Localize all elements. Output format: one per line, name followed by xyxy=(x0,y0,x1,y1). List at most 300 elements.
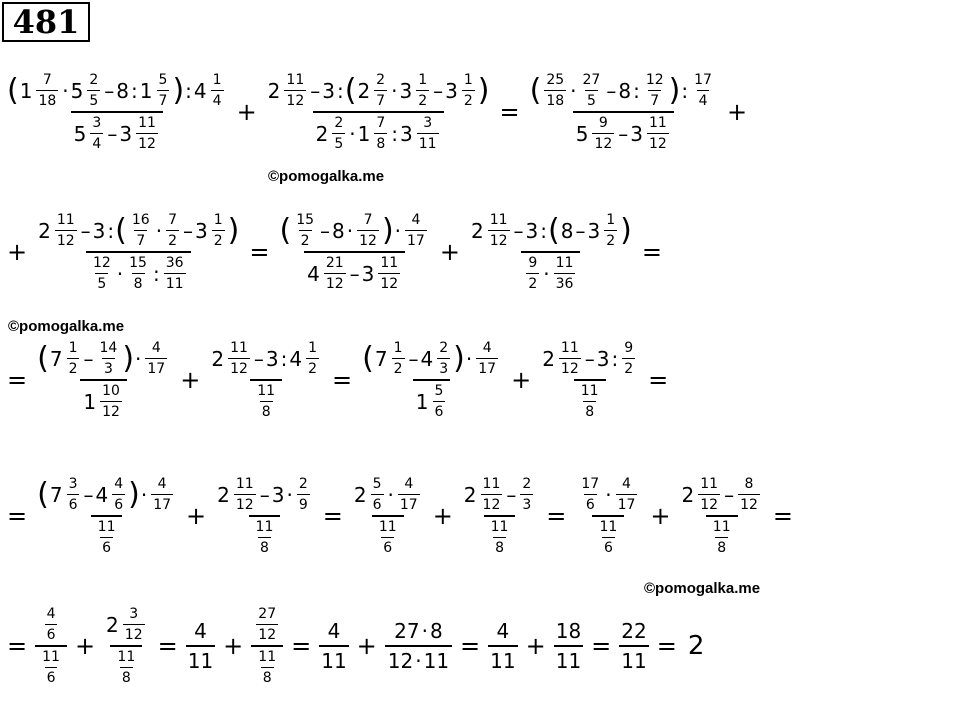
denominator: 8 xyxy=(260,401,273,420)
operator: · xyxy=(543,261,550,286)
fraction xyxy=(462,72,475,109)
number: 2 xyxy=(38,218,51,243)
numerator: 4 xyxy=(194,619,207,643)
numerator: 27 xyxy=(582,72,601,88)
fraction xyxy=(100,383,122,420)
fraction xyxy=(127,255,149,292)
operator: – xyxy=(506,482,517,507)
paren: ) xyxy=(172,72,185,108)
operator: – xyxy=(259,482,270,507)
fraction xyxy=(738,476,760,513)
numerator: 4 xyxy=(622,476,631,492)
denominator xyxy=(86,251,191,292)
number: 8 xyxy=(560,218,574,243)
numerator: 4 xyxy=(496,619,510,643)
numerator: 4 xyxy=(482,340,492,356)
numerator: 11 xyxy=(580,383,599,399)
operator: + xyxy=(7,238,28,266)
number: 5 xyxy=(575,121,589,146)
numerator xyxy=(468,212,634,251)
numerator: 36 xyxy=(165,255,184,271)
denominator: 11 xyxy=(417,133,439,152)
paren: ) xyxy=(477,72,490,108)
denominator: 5 xyxy=(332,133,345,152)
paren: ) xyxy=(128,476,140,512)
number: 3 xyxy=(194,218,208,243)
denominator xyxy=(110,645,142,686)
numerator: 11 xyxy=(700,476,719,492)
denominator xyxy=(592,515,624,556)
denominator: 5 xyxy=(87,90,100,109)
number: 3 xyxy=(265,346,279,371)
numerator: 11 xyxy=(56,212,75,228)
denominator: 12 xyxy=(228,358,250,377)
number: 3 xyxy=(399,78,413,103)
fraction xyxy=(294,212,316,249)
fraction xyxy=(55,212,77,249)
final-answer: 2 xyxy=(687,631,705,661)
equation-line-2 xyxy=(2,212,667,292)
numerator: 11 xyxy=(555,255,574,271)
number: 3 xyxy=(119,121,133,146)
denominator xyxy=(91,515,123,556)
operator: = xyxy=(648,366,669,394)
operator: + xyxy=(74,632,96,660)
number: 3 xyxy=(271,482,285,507)
denominator: 12 xyxy=(136,133,158,152)
numerator xyxy=(251,606,283,645)
operator: : xyxy=(107,218,115,243)
denominator: 12 xyxy=(100,401,122,420)
denominator: 8 xyxy=(258,537,271,556)
fraction xyxy=(254,519,276,556)
denominator: 12 xyxy=(256,624,278,643)
equation-line-3 xyxy=(2,340,673,420)
numerator: 9 xyxy=(598,115,608,131)
fraction xyxy=(374,115,387,152)
fraction xyxy=(297,476,310,513)
fraction xyxy=(35,476,178,556)
fraction xyxy=(378,255,400,292)
fraction xyxy=(679,476,765,556)
denominator: 8 xyxy=(120,667,133,686)
numerator: 1 xyxy=(212,72,222,88)
fraction xyxy=(520,476,533,513)
operator: – xyxy=(606,78,617,103)
denominator: 6 xyxy=(67,494,80,513)
numerator: 7 xyxy=(42,72,52,88)
numerator: 21 xyxy=(325,255,344,271)
denominator xyxy=(251,645,283,686)
fraction xyxy=(90,115,103,152)
fraction xyxy=(228,340,250,377)
operator: = xyxy=(546,502,567,530)
operator: – xyxy=(513,218,524,243)
denominator xyxy=(35,645,67,686)
fraction xyxy=(526,255,539,292)
number: 7 xyxy=(49,346,63,371)
denominator: 12 xyxy=(592,133,614,152)
fraction xyxy=(604,212,617,249)
fraction xyxy=(67,476,80,513)
denominator: 17 xyxy=(616,494,638,513)
operator: – xyxy=(83,346,94,371)
fraction xyxy=(433,383,446,420)
numerator: 17 xyxy=(694,72,712,88)
operator: – xyxy=(83,482,94,507)
number: 2 xyxy=(315,121,329,146)
operator: = xyxy=(7,502,28,530)
numerator: 2 xyxy=(334,115,344,131)
operator: · xyxy=(605,482,612,507)
operator: : xyxy=(633,78,640,103)
number: 4 xyxy=(420,346,434,371)
denominator xyxy=(484,515,516,556)
denominator: 11 xyxy=(319,645,348,673)
denominator: 11 xyxy=(164,273,186,292)
operator: · xyxy=(346,218,354,243)
numerator xyxy=(391,619,446,645)
number: 8 xyxy=(618,78,632,103)
operator: – xyxy=(253,346,264,371)
operator: · xyxy=(465,346,473,371)
numerator: 16 xyxy=(131,212,150,228)
denominator: 4 xyxy=(697,90,710,109)
numerator: 3 xyxy=(129,606,139,622)
operator: : xyxy=(336,78,344,103)
number: 11 xyxy=(423,649,450,673)
numerator: 12 xyxy=(92,255,111,271)
denominator: 12 xyxy=(698,494,720,513)
denominator: 3 xyxy=(437,358,450,377)
numerator: 3 xyxy=(92,115,102,131)
paren: ) xyxy=(453,340,465,376)
denominator: 3 xyxy=(520,494,533,513)
fraction xyxy=(145,340,167,377)
numerator xyxy=(679,476,765,515)
number: 3 xyxy=(596,346,610,371)
denominator: 11 xyxy=(619,645,648,673)
denominator: 2 xyxy=(622,358,635,377)
problem-number: 481 xyxy=(2,2,90,42)
denominator: 11 xyxy=(186,645,215,673)
operator: = xyxy=(591,632,612,660)
fraction xyxy=(698,476,720,513)
paren: ( xyxy=(7,72,19,108)
denominator: 2 xyxy=(526,273,539,292)
numerator xyxy=(40,606,63,645)
paren: ( xyxy=(362,340,374,376)
numerator: 11 xyxy=(599,519,618,535)
numerator: 4 xyxy=(151,340,161,356)
fraction xyxy=(265,72,492,152)
operator: – xyxy=(104,78,115,103)
number: 2 xyxy=(681,482,695,507)
fraction xyxy=(130,212,152,249)
fraction xyxy=(212,212,225,249)
denominator: 7 xyxy=(374,90,387,109)
fraction xyxy=(371,476,384,513)
operator: = xyxy=(772,502,794,530)
numerator xyxy=(351,476,425,515)
fraction xyxy=(5,72,229,152)
numerator xyxy=(539,340,640,379)
numerator: 2 xyxy=(298,476,308,492)
fraction xyxy=(616,476,638,513)
operator: = xyxy=(499,98,520,126)
operator: – xyxy=(80,218,91,243)
numerator: 10 xyxy=(102,383,120,399)
denominator xyxy=(574,379,606,420)
fraction xyxy=(40,649,62,686)
fraction xyxy=(319,619,348,673)
denominator: 12 xyxy=(738,494,760,513)
fraction xyxy=(255,383,277,420)
denominator: 4 xyxy=(90,133,103,152)
fraction xyxy=(392,340,405,377)
denominator: 17 xyxy=(151,494,173,513)
numerator xyxy=(277,212,431,251)
fraction xyxy=(554,619,583,673)
number: 2 xyxy=(217,482,230,507)
fraction xyxy=(360,340,503,420)
operator: + xyxy=(511,366,532,394)
numerator: 11 xyxy=(42,649,60,665)
denominator: 12 xyxy=(284,90,306,109)
operator: · xyxy=(62,78,69,103)
operator: – xyxy=(182,218,193,243)
equation-line-5 xyxy=(2,606,704,686)
denominator xyxy=(521,251,580,292)
number: 3 xyxy=(92,218,106,243)
numerator xyxy=(360,340,503,379)
denominator: 17 xyxy=(398,494,420,513)
numerator: 4 xyxy=(114,476,124,492)
fraction xyxy=(554,255,576,292)
fraction xyxy=(417,115,439,152)
operator: + xyxy=(356,632,377,660)
denominator: 2 xyxy=(67,358,80,377)
operator: – xyxy=(433,78,444,103)
fraction xyxy=(351,476,425,556)
fraction xyxy=(136,115,158,152)
denominator: 7 xyxy=(134,230,147,249)
numerator: 4 xyxy=(411,212,421,228)
denominator: 2 xyxy=(416,90,429,109)
operator: = xyxy=(460,632,481,660)
denominator: 5 xyxy=(95,273,108,292)
operator: + xyxy=(439,238,460,266)
numerator: 14 xyxy=(99,340,118,356)
numerator: 4 xyxy=(327,619,341,643)
operator: · xyxy=(135,346,142,371)
numerator: 11 xyxy=(649,115,667,131)
number: 3 xyxy=(445,78,458,103)
operator: : xyxy=(280,346,288,371)
numerator: 3 xyxy=(68,476,78,492)
paren: ) xyxy=(381,212,394,248)
numerator: 5 xyxy=(434,383,444,399)
watermark: ©pomogalka.me xyxy=(268,168,385,185)
denominator: 18 xyxy=(36,90,58,109)
denominator: 12 xyxy=(378,273,400,292)
operator: · xyxy=(387,482,394,507)
number: 2 xyxy=(357,78,371,103)
numerator: 1 xyxy=(606,212,616,228)
paren: ( xyxy=(115,212,127,248)
denominator: 11 xyxy=(554,645,583,673)
fraction xyxy=(35,340,172,420)
denominator: 36 xyxy=(554,273,576,292)
operator: · xyxy=(415,649,422,673)
operator: – xyxy=(310,78,321,103)
operator: + xyxy=(726,98,748,126)
numerator: 2 xyxy=(376,72,386,88)
operator: · xyxy=(394,218,402,243)
number: 3 xyxy=(361,261,375,286)
operator: + xyxy=(650,502,671,530)
paren: ( xyxy=(344,72,357,108)
numerator: 18 xyxy=(555,619,582,643)
operator: · xyxy=(140,482,148,507)
fraction xyxy=(166,212,179,249)
fraction xyxy=(324,255,346,292)
denominator: 2 xyxy=(166,230,179,249)
equation-line-4 xyxy=(2,476,798,556)
denominator: 17 xyxy=(145,358,167,377)
fraction xyxy=(528,72,719,152)
fraction xyxy=(306,340,319,377)
fraction xyxy=(592,115,614,152)
numerator: 17 xyxy=(581,476,600,492)
numerator: 1 xyxy=(68,340,78,356)
numerator xyxy=(103,606,150,645)
fraction xyxy=(622,340,635,377)
fraction xyxy=(277,212,431,292)
fraction xyxy=(256,606,278,643)
fraction xyxy=(97,340,119,377)
number: 4 xyxy=(193,78,207,103)
number: 1 xyxy=(83,389,97,414)
fraction xyxy=(559,340,581,377)
number: 2 xyxy=(463,482,477,507)
fraction xyxy=(45,606,58,643)
operator: = xyxy=(249,238,270,266)
denominator: 12 xyxy=(324,273,346,292)
denominator: 6 xyxy=(433,401,446,420)
operator: : xyxy=(391,121,398,146)
denominator: 12 xyxy=(647,133,669,152)
fraction xyxy=(115,649,137,686)
denominator: 8 xyxy=(374,133,387,152)
number: 27 xyxy=(394,619,420,643)
fraction xyxy=(398,476,420,513)
denominator xyxy=(304,251,405,292)
fraction xyxy=(256,649,278,686)
denominator: 6 xyxy=(602,537,615,556)
denominator: 7 xyxy=(648,90,661,109)
fraction xyxy=(87,72,100,109)
fraction xyxy=(581,72,603,109)
numerator: 7 xyxy=(168,212,177,228)
fraction xyxy=(284,72,306,109)
number: 7 xyxy=(49,482,63,507)
fraction xyxy=(103,606,150,686)
fraction xyxy=(35,606,67,686)
operator: = xyxy=(322,502,343,530)
denominator: 2 xyxy=(212,230,225,249)
fraction xyxy=(211,72,224,109)
paren: ( xyxy=(37,476,49,512)
numerator: 1 xyxy=(418,72,428,88)
numerator: 15 xyxy=(296,212,315,228)
denominator: 12 xyxy=(481,494,503,513)
operator: = xyxy=(7,632,28,660)
fraction xyxy=(67,340,80,377)
denominator: 9 xyxy=(297,494,310,513)
fraction xyxy=(123,606,145,643)
operator: + xyxy=(180,366,201,394)
operator: + xyxy=(432,502,453,530)
numerator: 1 xyxy=(463,72,473,88)
operator: : xyxy=(540,218,547,243)
number: 4 xyxy=(95,482,109,507)
fraction xyxy=(619,619,648,673)
numerator: 7 xyxy=(363,212,373,228)
fraction xyxy=(644,72,666,109)
numerator: 4 xyxy=(46,606,56,622)
denominator: 12 xyxy=(123,624,145,643)
number: 1 xyxy=(139,78,153,103)
fraction xyxy=(35,212,241,292)
fraction xyxy=(405,212,427,249)
paren: ( xyxy=(37,340,49,376)
denominator xyxy=(80,379,127,420)
numerator xyxy=(265,72,492,111)
denominator: 8 xyxy=(715,537,728,556)
denominator: 6 xyxy=(100,537,113,556)
denominator: 18 xyxy=(544,90,566,109)
denominator xyxy=(313,111,444,152)
operator: · xyxy=(155,218,163,243)
denominator xyxy=(706,515,738,556)
operator: · xyxy=(116,261,124,286)
numerator: 25 xyxy=(546,72,565,88)
fraction xyxy=(374,72,387,109)
operator: – xyxy=(349,261,360,286)
operator: · xyxy=(570,78,577,103)
fraction xyxy=(91,255,113,292)
operator: = xyxy=(291,632,312,660)
numerator: 4 xyxy=(404,476,414,492)
fraction xyxy=(357,212,379,249)
denominator xyxy=(385,645,452,673)
denominator: 8 xyxy=(583,401,596,420)
numerator: 11 xyxy=(117,649,136,665)
number: 2 xyxy=(106,612,119,637)
fraction xyxy=(214,476,315,556)
fraction xyxy=(251,606,283,686)
fraction xyxy=(692,72,714,109)
fraction xyxy=(579,383,601,420)
fraction xyxy=(539,340,640,420)
denominator: 7 xyxy=(157,90,170,109)
fraction xyxy=(468,212,634,292)
equation-line-1 xyxy=(2,72,752,152)
numerator: 12 xyxy=(645,72,664,88)
numerator xyxy=(35,340,172,379)
numerator xyxy=(528,72,719,111)
